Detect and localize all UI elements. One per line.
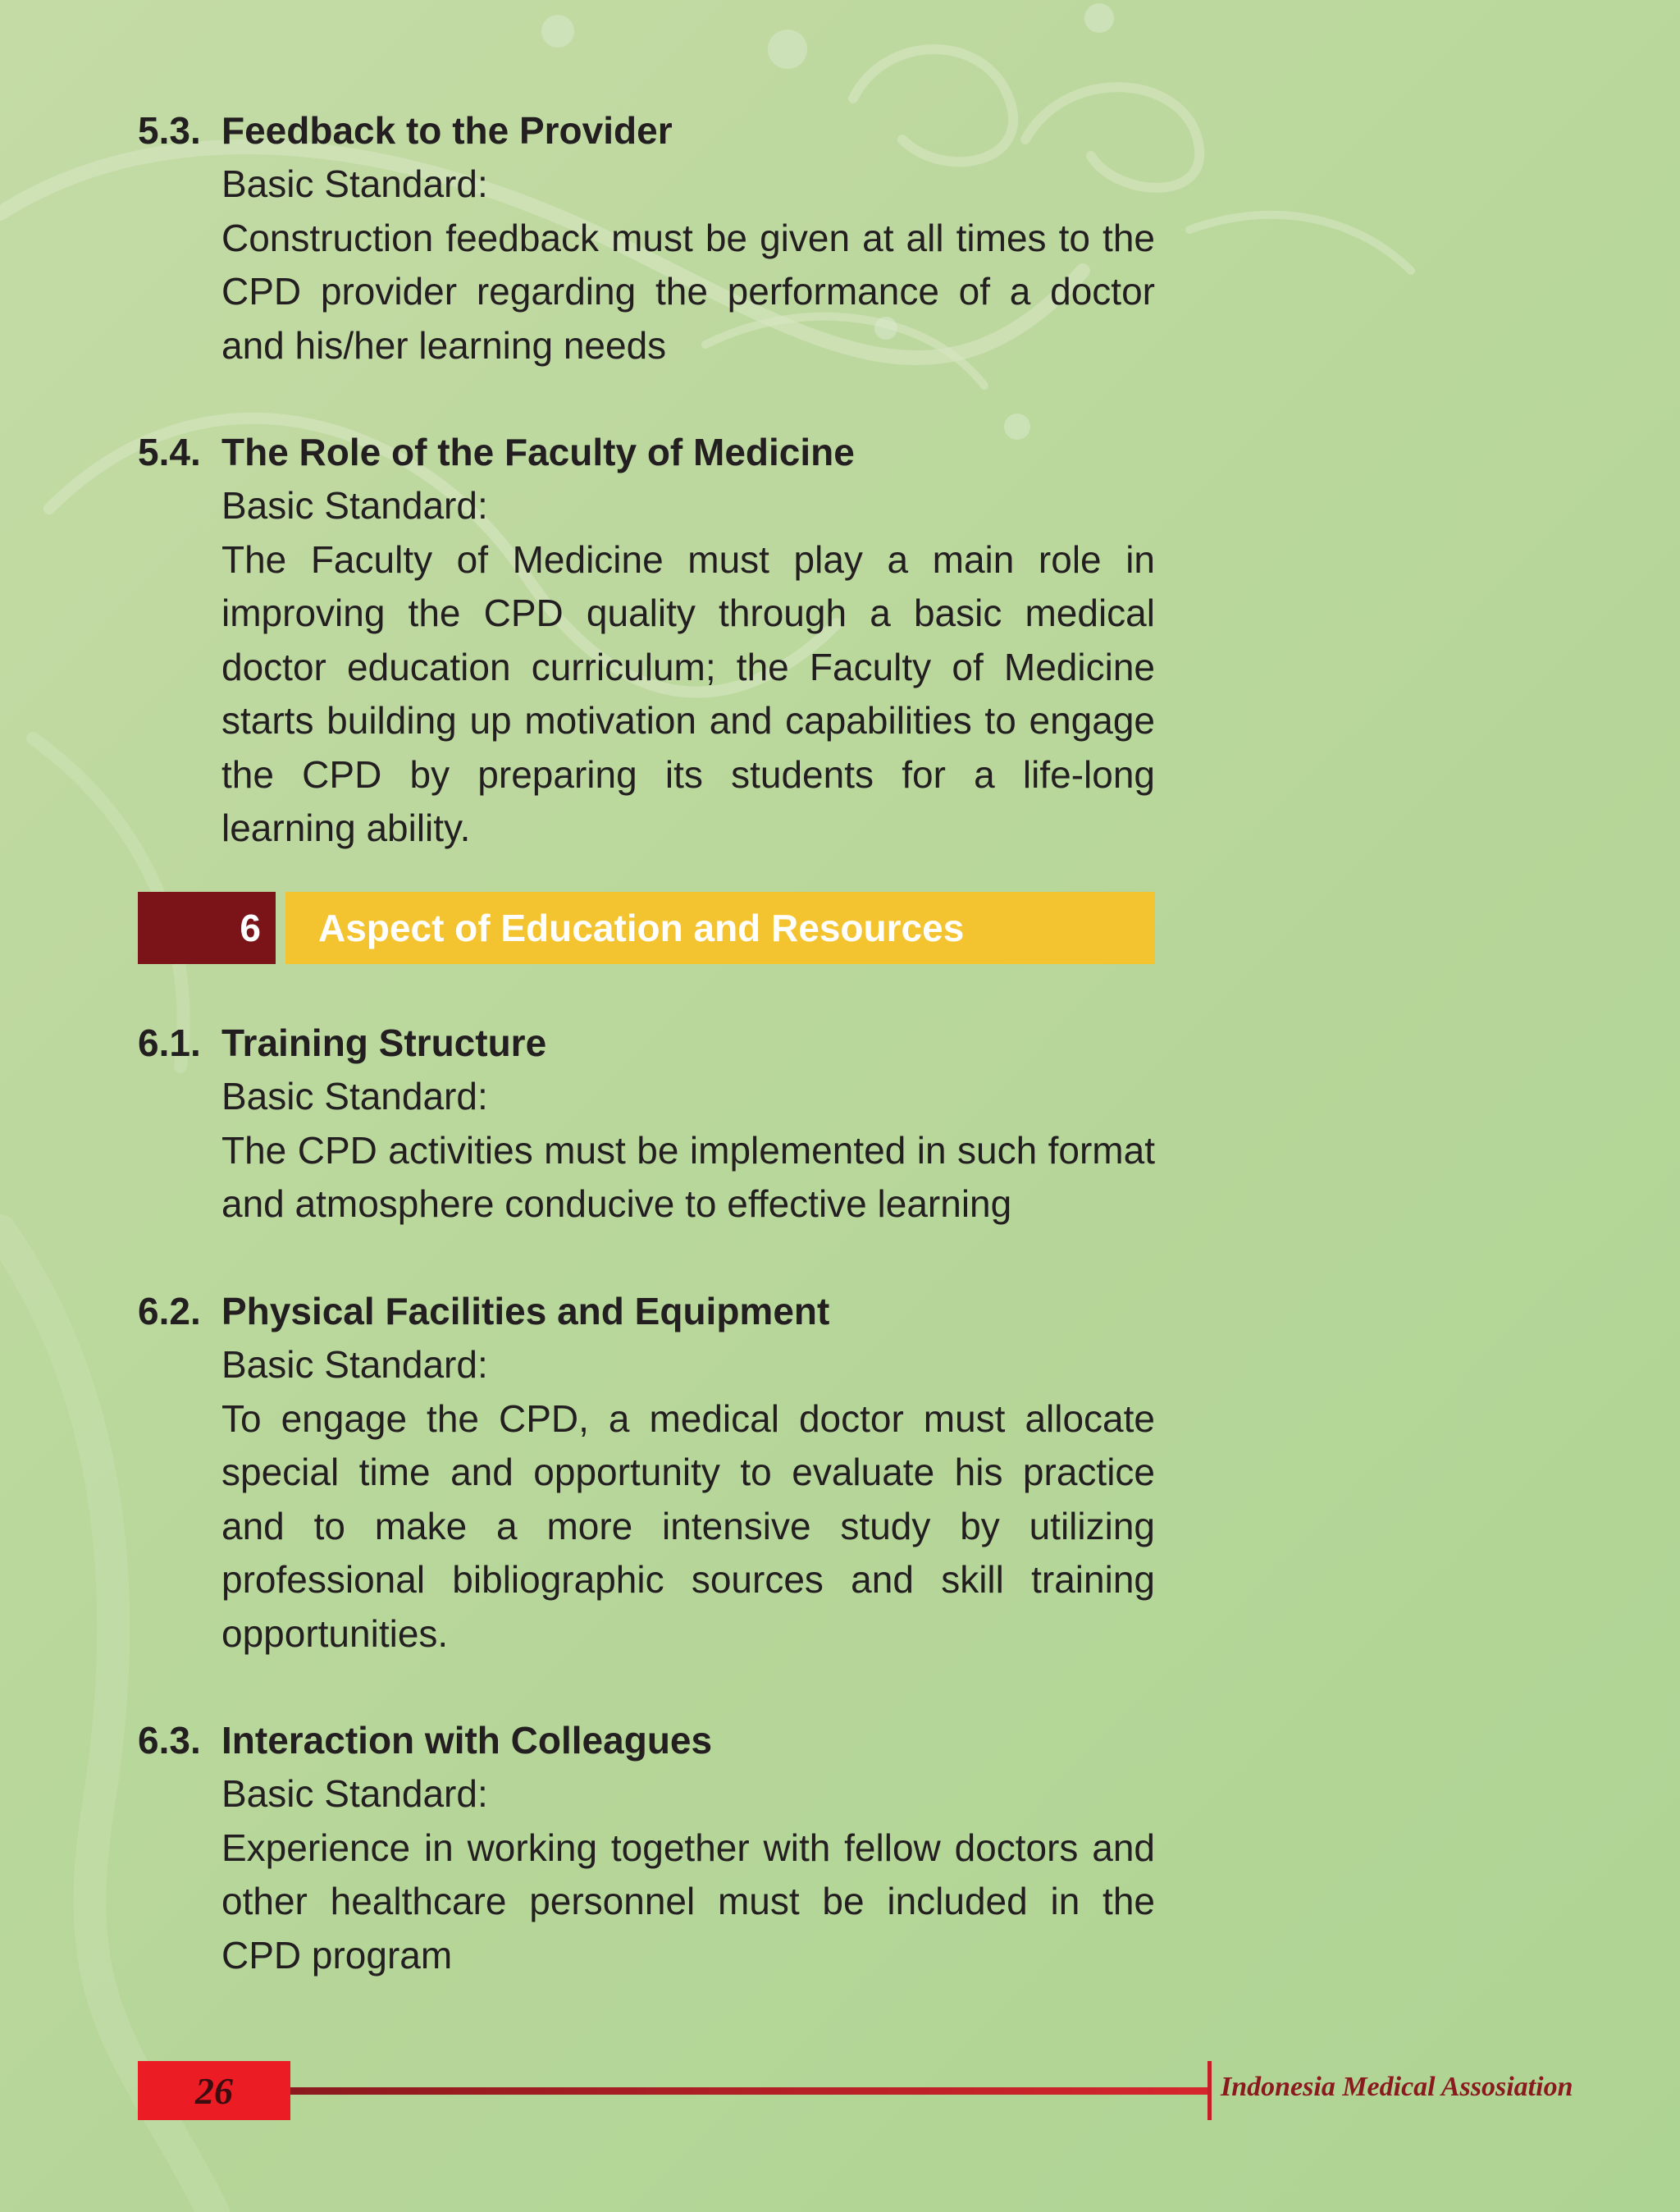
chapter-title: Aspect of Education and Resources bbox=[285, 892, 1155, 964]
section-paragraph: Experience in working together with fellow doctors and other healthcare personnel must be included in the CPD program bbox=[221, 1826, 1155, 1977]
section-6-2 bbox=[138, 1284, 1155, 1661]
section-number: 5.3. bbox=[138, 109, 201, 152]
section-title: Training Structure bbox=[221, 1021, 547, 1064]
section-paragraph: The Faculty of Medicine must play a main role in improving the CPD quality through a basic medical doctor education curriculum; the Faculty of Medicine starts building up motivation and capabilities to engage the CPD by preparing its students for a life-long learning ability. bbox=[221, 537, 1155, 849]
section-heading bbox=[138, 1284, 1155, 1338]
section-body bbox=[138, 479, 1155, 856]
chapter-number: 6 bbox=[138, 892, 276, 964]
section-paragraph: Construction feedback must be given at all times to the CPD provider regarding the performance of a doctor and his/her learning needs bbox=[221, 216, 1155, 367]
organization-name: Indonesia Medical Assosiation bbox=[1221, 2072, 1573, 2102]
section-number: 5.4. bbox=[138, 431, 201, 473]
section-body bbox=[138, 158, 1155, 372]
basic-standard-label: Basic Standard: bbox=[221, 1343, 488, 1386]
section-heading bbox=[138, 425, 1155, 479]
section-title: Feedback to the Provider bbox=[221, 109, 673, 152]
section-number: 6.3. bbox=[138, 1719, 201, 1762]
chapter-banner bbox=[138, 892, 1155, 964]
section-6-3 bbox=[138, 1713, 1155, 1982]
section-number: 6.1. bbox=[138, 1021, 201, 1064]
basic-standard-label: Basic Standard: bbox=[221, 162, 488, 205]
section-title: Interaction with Colleagues bbox=[221, 1719, 713, 1762]
section-title: Physical Facilities and Equipment bbox=[221, 1290, 830, 1332]
section-heading bbox=[138, 1016, 1155, 1070]
section-paragraph: The CPD activities must be implemented in such format and atmosphere conducive to effective learning bbox=[221, 1128, 1155, 1225]
section-body bbox=[138, 1338, 1155, 1661]
basic-standard-label: Basic Standard: bbox=[221, 1772, 488, 1815]
footer-divider bbox=[1208, 2061, 1212, 2120]
section-heading bbox=[138, 1713, 1155, 1767]
section-paragraph: To engage the CPD, a medical doctor must allocate special time and opportunity to evaluate his practice and to make a more intensive study by utilizing professional bibliographic sources and skill training opportunities. bbox=[221, 1396, 1155, 1655]
section-number: 6.2. bbox=[138, 1290, 201, 1332]
basic-standard-label: Basic Standard: bbox=[221, 484, 488, 527]
section-body bbox=[138, 1070, 1155, 1232]
footer-rule bbox=[290, 2087, 1209, 2095]
section-6-1 bbox=[138, 1016, 1155, 1232]
basic-standard-label: Basic Standard: bbox=[221, 1075, 488, 1117]
section-5-3 bbox=[138, 103, 1155, 372]
section-title: The Role of the Faculty of Medicine bbox=[221, 431, 855, 473]
section-heading bbox=[138, 103, 1155, 158]
section-5-4 bbox=[138, 425, 1155, 856]
section-body bbox=[138, 1767, 1155, 1982]
page-footer bbox=[0, 2051, 1680, 2133]
page-number: 26 bbox=[138, 2061, 290, 2120]
